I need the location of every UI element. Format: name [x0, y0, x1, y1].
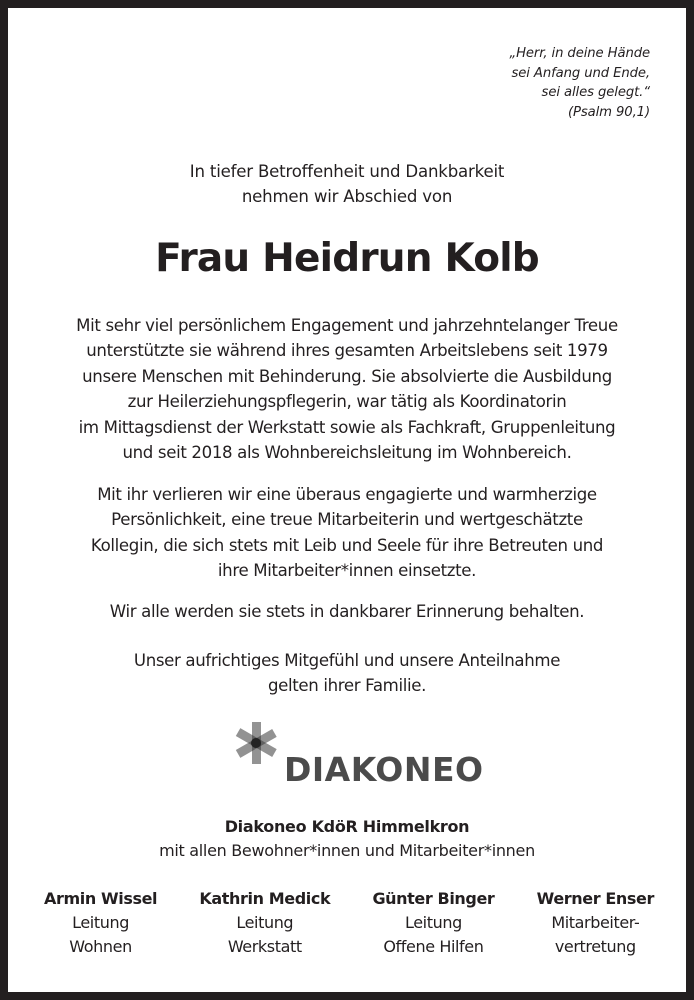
- signer-role: Offene Hilfen: [383, 937, 484, 956]
- paragraph-line: Unser aufrichtiges Mitgefühl und unsere Anteilnahme: [133, 651, 561, 670]
- signer: [199, 887, 330, 959]
- signers-row: [44, 887, 654, 959]
- psalm-line: sei Anfang und Ende,: [511, 65, 650, 81]
- paragraph-line: Kollegin, die sich stets mit Leib und Seele für ihre Betreuten und: [90, 535, 604, 555]
- paragraph-career: [0, 313, 694, 465]
- paragraph-line: unterstützte sie während ihres gesamten Arbeitslebens seit 1979: [86, 341, 608, 361]
- signer-role: Wohnen: [69, 937, 132, 956]
- organization-signature: [0, 815, 694, 863]
- signer-name: Kathrin Medick: [199, 889, 331, 908]
- organization-name: Diakoneo KdöR Himmelkron: [224, 817, 470, 836]
- paragraph-line: gelten ihrer Familie.: [267, 676, 427, 696]
- psalm-quote: [509, 44, 650, 122]
- diakoneo-wordmark: DIAKONEO: [284, 750, 484, 789]
- paragraph-line: Mit ihr verlieren wir eine überaus engagierte und warmherzige: [97, 485, 597, 504]
- paragraph-line: und seit 2018 als Wohnbereichsleitung im Wohnbereich.: [122, 443, 572, 463]
- paragraph-remembrance: [0, 599, 694, 624]
- organization-subline: mit allen Bewohner*innen und Mitarbeiter*innen: [159, 841, 535, 860]
- paragraph-tribute: [0, 482, 694, 584]
- intro-line: nehmen wir Abschied von: [241, 186, 453, 206]
- intro-text: [0, 160, 694, 209]
- signer: [44, 887, 157, 959]
- paragraph-line: im Mittagsdienst der Werkstatt sowie als Fachkraft, Gruppenleitung: [78, 417, 616, 437]
- diakoneo-star-icon: [234, 720, 278, 766]
- paragraph-line: zur Heilerziehungspflegerin, war tätig als Koordinatorin: [127, 392, 567, 412]
- paragraph-line: ihre Mitarbeiter*innen einsetzte.: [217, 561, 477, 581]
- signer-role: Leitung: [405, 913, 462, 932]
- signer-role: Mitarbeiter-: [551, 913, 640, 932]
- psalm-line: sei alles gelegt.“: [541, 85, 650, 100]
- signer: [372, 887, 494, 959]
- signer-role: Leitung: [236, 913, 294, 932]
- paragraph-line: Persönlichkeit, eine treue Mitarbeiterin und wertgeschätzte: [111, 510, 583, 530]
- paragraph-condolence: [0, 648, 694, 699]
- psalm-reference: (Psalm 90,1): [567, 104, 650, 120]
- paragraph-line: Wir alle werden sie stets in dankbarer Erinnerung behalten.: [109, 602, 585, 621]
- signer-name: Armin Wissel: [44, 889, 158, 908]
- intro-line: In tiefer Betroffenheit und Dankbarkeit: [189, 162, 505, 181]
- signer-name: Werner Enser: [536, 889, 654, 908]
- psalm-line: „Herr, in deine Hände: [509, 46, 650, 61]
- signer-role: vertretung: [554, 937, 636, 956]
- signer: [537, 887, 654, 959]
- paragraph-line: unsere Menschen mit Behinderung. Sie absolvierte die Ausbildung: [82, 366, 612, 386]
- signer-name: Günter Binger: [372, 889, 495, 908]
- signer-role: Leitung: [72, 913, 129, 932]
- diakoneo-logo: [234, 720, 484, 790]
- paragraph-line: Mit sehr viel persönlichem Engagement und jahrzehntelanger Treue: [76, 316, 618, 335]
- deceased-name: Frau Heidrun Kolb: [155, 236, 539, 281]
- signer-role: Werkstatt: [227, 937, 302, 956]
